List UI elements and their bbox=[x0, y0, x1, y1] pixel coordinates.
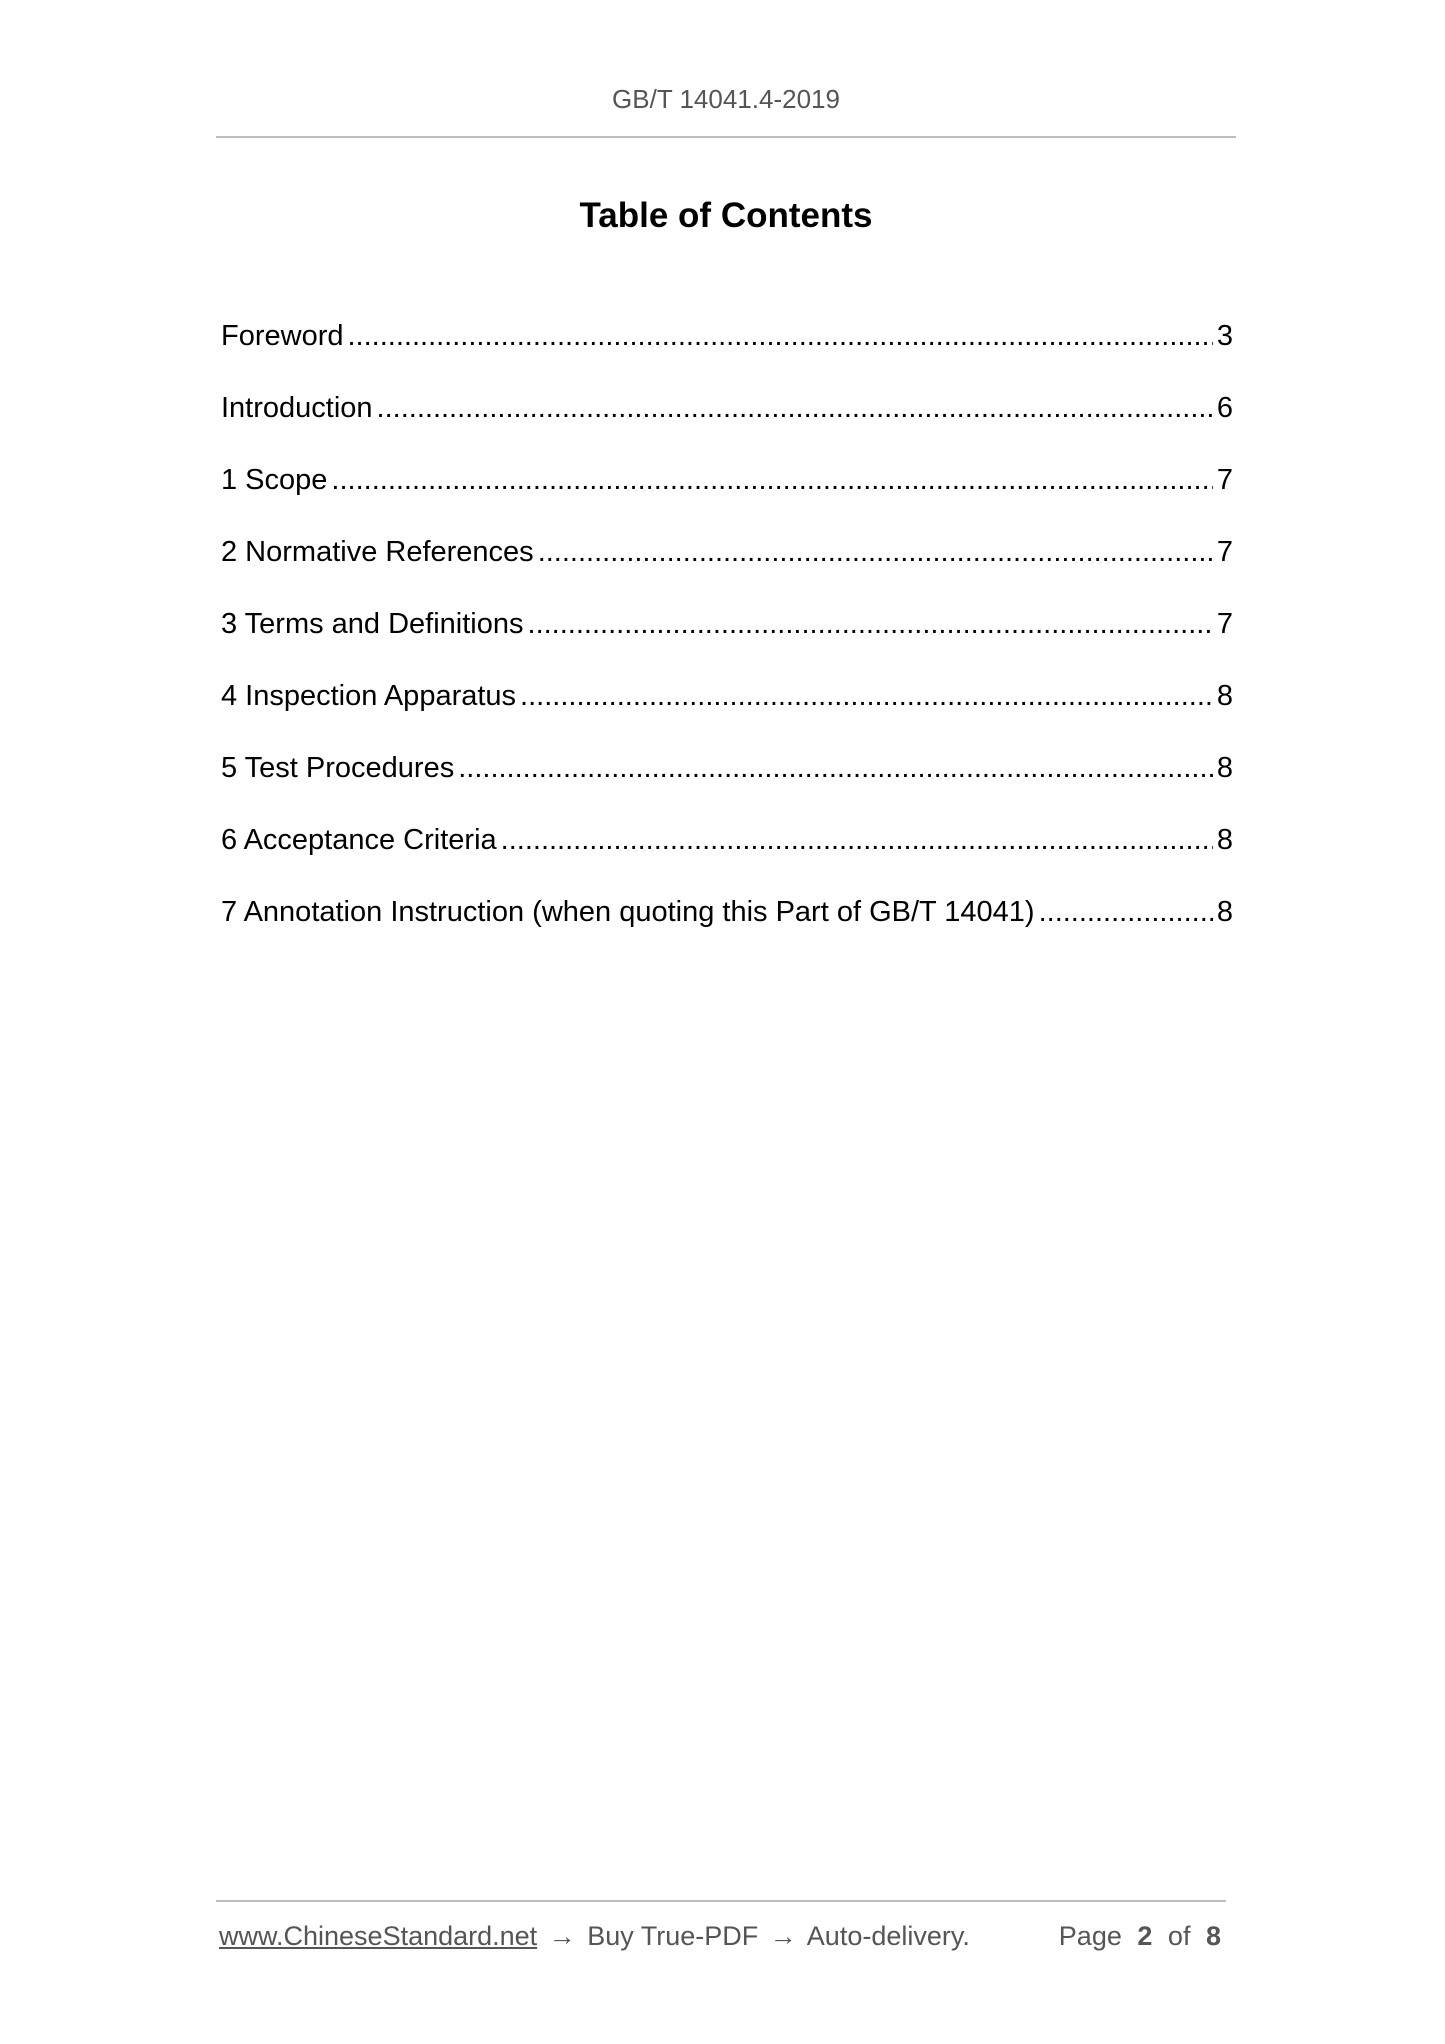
toc-dot-leader bbox=[520, 676, 1213, 716]
toc-dot-leader bbox=[458, 748, 1213, 788]
toc-dot-leader bbox=[377, 388, 1213, 428]
footer-buy-text: Buy True-PDF bbox=[587, 1921, 759, 1951]
toc-dot-leader bbox=[331, 460, 1212, 500]
toc-entry-label: 6 Acceptance Criteria bbox=[221, 824, 497, 856]
footer-delivery-text: Auto-delivery. bbox=[806, 1921, 970, 1951]
footer-promo bbox=[219, 1921, 970, 1952]
toc-entry-inspection-apparatus[interactable] bbox=[221, 676, 1233, 748]
page-title: Table of Contents bbox=[579, 196, 873, 235]
toc-entry-page: 8 bbox=[1216, 824, 1233, 856]
toc-entry-label: 5 Test Procedures bbox=[221, 752, 455, 784]
toc-entry-normative-references[interactable] bbox=[221, 532, 1233, 604]
total-page-count: 8 bbox=[1205, 1921, 1221, 1951]
toc-dot-leader bbox=[538, 532, 1213, 572]
table-of-contents bbox=[221, 316, 1233, 964]
toc-dot-leader bbox=[1039, 892, 1213, 932]
toc-entry-page: 8 bbox=[1216, 680, 1233, 712]
arrow-right-icon: → bbox=[769, 1921, 797, 1951]
toc-entry-page: 8 bbox=[1216, 752, 1233, 784]
toc-dot-leader bbox=[501, 820, 1213, 860]
toc-entry-acceptance-criteria[interactable] bbox=[221, 820, 1233, 892]
toc-entry-introduction[interactable] bbox=[221, 388, 1233, 460]
toc-dot-leader bbox=[348, 316, 1213, 356]
toc-entry-page: 8 bbox=[1216, 896, 1233, 928]
footer-divider bbox=[216, 1900, 1226, 1902]
toc-entry-page: 6 bbox=[1216, 392, 1233, 424]
arrow-right-icon: → bbox=[548, 1921, 576, 1951]
of-word: of bbox=[1167, 1921, 1191, 1951]
toc-entry-label: 7 Annotation Instruction (when quoting this Part of GB/T 14041) bbox=[221, 896, 1035, 928]
toc-entry-label: Introduction bbox=[221, 392, 373, 424]
website-link[interactable]: www.ChineseStandard.net bbox=[219, 1921, 538, 1951]
page-footer bbox=[219, 1921, 1229, 1952]
toc-entry-page: 7 bbox=[1216, 608, 1233, 640]
toc-entry-annotation-instruction[interactable] bbox=[221, 892, 1233, 964]
toc-entry-label: Foreword bbox=[221, 320, 344, 352]
toc-entry-test-procedures[interactable] bbox=[221, 748, 1233, 820]
toc-entry-foreword[interactable] bbox=[221, 316, 1233, 388]
toc-entry-label: 3 Terms and Definitions bbox=[221, 608, 524, 640]
running-header: GB/T 14041.4-2019 bbox=[612, 84, 840, 114]
toc-dot-leader bbox=[528, 604, 1213, 644]
toc-entry-scope[interactable] bbox=[221, 460, 1233, 532]
toc-entry-terms-and-definitions[interactable] bbox=[221, 604, 1233, 676]
current-page-number: 2 bbox=[1137, 1921, 1153, 1951]
toc-entry-label: 2 Normative References bbox=[221, 536, 534, 568]
header-divider bbox=[216, 136, 1236, 138]
toc-entry-page: 3 bbox=[1216, 320, 1233, 352]
page-indicator bbox=[1059, 1921, 1229, 1952]
toc-entry-page: 7 bbox=[1216, 536, 1233, 568]
page-word: Page bbox=[1058, 1921, 1122, 1951]
toc-entry-label: 4 Inspection Apparatus bbox=[221, 680, 517, 712]
toc-entry-label: 1 Scope bbox=[221, 464, 328, 496]
toc-entry-page: 7 bbox=[1216, 464, 1233, 496]
